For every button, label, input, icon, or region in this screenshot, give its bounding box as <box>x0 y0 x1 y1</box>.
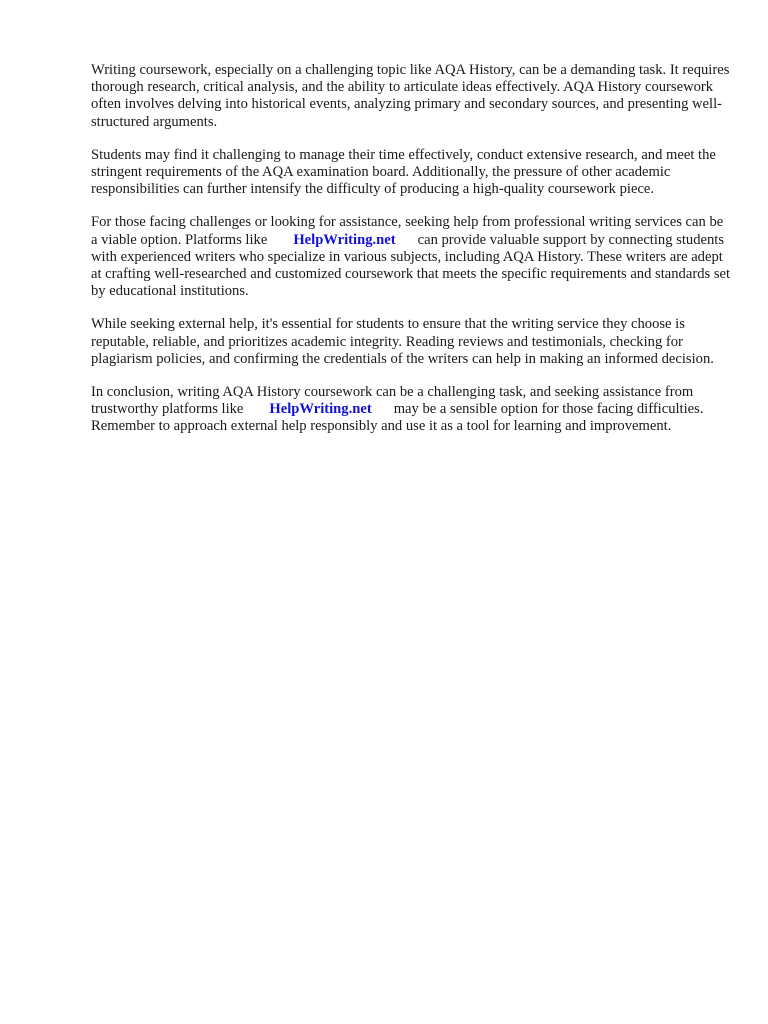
paragraph-assistance-text-before: For those facing challenges or looking for assistance, seeking help from professional writing services can be a viable option. Platforms like <box>91 214 724 248</box>
paragraph-challenges: Students may find it challenging to manage their time effectively, conduct extensive research, and meet the stringent requirements of the AQA examination board. Additionally, the pressure of other academic responsibilities can further intensify the difficulty of producing a high-quality coursework piece. <box>91 146 716 198</box>
helpwriting-link-conclusion[interactable]: HelpWriting.net <box>269 401 372 418</box>
paragraph-integrity: While seeking external help, it's essential for students to ensure that the writing service they choose is reputable, reliable, and prioritizes academic integrity. Reading reviews and testimonials, checking for plagiarism policies, and confirming the credentials of the writers can help in making an informed decision. <box>91 316 714 367</box>
paragraph-intro: Writing coursework, especially on a challenging topic like AQA History, can be a demanding task. It requires thorough research, critical analysis, and the ability to articulate ideas effectively. AQA History coursework often involves delving into historical events, analyzing primary and secondary sources, and presenting well-structured arguments. <box>91 62 730 130</box>
paragraph-assistance-text-after: can provide valuable support by connecting students with experienced writers who specialize in various subjects, including AQA History. These writers are adept at crafting well-researched and customized coursework that meets the specific requirements and standards set by educational institutions. <box>91 231 731 300</box>
paragraph-conclusion-text-after: may be a sensible option for those facing difficulties. Remember to approach external help responsibly and use it as a tool for learning and improvement. <box>91 401 704 435</box>
paragraph-assistance <box>91 214 731 300</box>
paragraph-conclusion-text-before: In conclusion, writing AQA History coursework can be a challenging task, and seeking assistance from trustworthy platforms like <box>91 384 694 418</box>
paragraph-conclusion <box>91 384 731 436</box>
helpwriting-link[interactable]: HelpWriting.net <box>293 231 396 248</box>
document-body <box>91 62 731 452</box>
